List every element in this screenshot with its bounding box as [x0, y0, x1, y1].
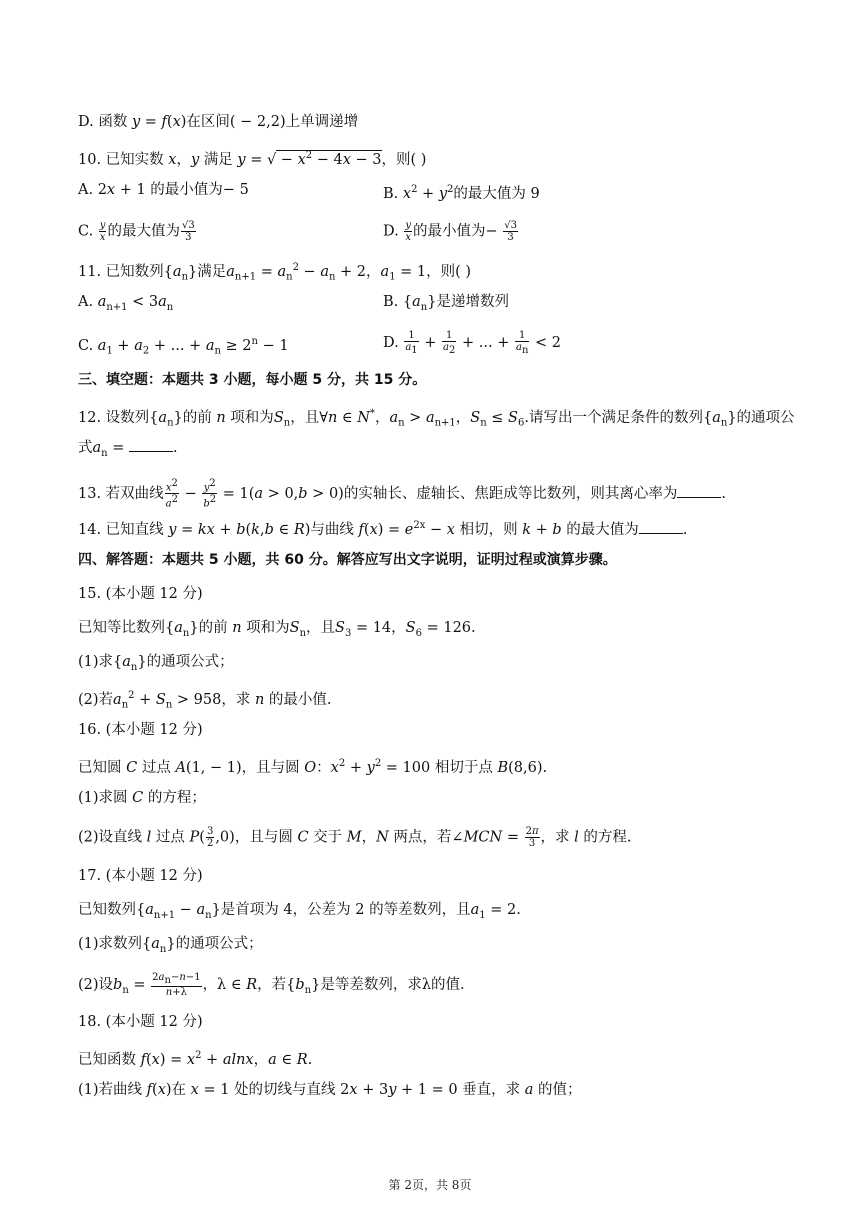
- q10-option-c: C. $\frac{y}{x}$ 的最大值为 $\frac{√3}{3}$: [78, 220, 195, 243]
- section-header-fill-in: 三、填空题：本题共 3 小题，每小题 5 分，共 15 分。: [78, 372, 427, 388]
- question-17-part1: (1)求数列$\{a_n\}$的通项公式；: [78, 936, 263, 955]
- q10-option-b: B. $x^2 + y^2$的最大值为 9: [383, 184, 540, 202]
- question-16-stem: 已知圆 C 过点 A(1, − 1)，且与圆 O：$x^2 + y^2 = 100$ 相切于点 B(8,6).: [78, 758, 548, 776]
- question-16-part1: (1)求圆 C 的方程；: [78, 790, 206, 806]
- question-15-part1: (1)求$\{a_n\}$的通项公式；: [78, 654, 234, 673]
- question-13: 13. 若双曲线 $\frac{x^2}{a^2}$ − $\frac{y^2}{b^2}$ = 1(a > 0,b > 0)的实轴长、虚轴长、焦距成等比数列，则其离心率为 .: [78, 478, 726, 510]
- question-15-title: 15. (本小题 12 分): [78, 586, 203, 602]
- page-footer: 第 2页，共 8页: [388, 1178, 472, 1192]
- question-17-stem: 已知数列$\{a_{n+1} - a_n\}$是首项为 4，公差为 2 的等差数列，且$a_1 = 2$.: [78, 902, 521, 921]
- q11-option-b: B. $\{a_n\}$是递增数列: [383, 294, 509, 313]
- question-16-part2: (2)设直线 l 过点 P( $\frac{3}{2}$ ,0)，且与圆 C 交于 M，N 两点，若∠MCN = $\frac{2\pi}{3}$ ，求 l 的方程.: [78, 826, 632, 849]
- question-11: 11. 已知数列$\{a_n\}$满足$a_{n+1} = a_n^2 - a_n + 2$，$a_1 = 1$，则( ): [78, 262, 472, 283]
- question-12-cont: 式$a_n$ = .: [78, 440, 178, 459]
- q11-option-d: D. $\frac{1}{a_1}$ + $\frac{1}{a_2}$ + ... + $\frac{1}{a_n}$ < 2: [383, 330, 561, 356]
- q11-option-a: A. $a_{n+1} < 3a_n$: [78, 294, 174, 313]
- question-15-part2: (2)若$a_n^2 + S_n > 958$，求 n 的最小值.: [78, 690, 332, 711]
- q10-option-a: A. 2x + 1 的最小值为− 5: [78, 182, 249, 198]
- question-18-title: 18. (本小题 12 分): [78, 1014, 203, 1030]
- question-17-part2: (2)设$b_n$ = $\frac{2a_n-n-1}{n+\lambda}$ ，λ ∈ R，若$\{b_n\}$是等差数列，求λ的值.: [78, 972, 465, 998]
- question-18-part1: (1)若曲线 f(x)在 x = 1 处的切线与直线 2x + 3y + 1 = 0 垂直，求 a 的值；: [78, 1082, 582, 1098]
- question-10: 10. 已知实数 x，y 满足 y = √ − $x^2 - 4x - 3$，则( ): [78, 150, 427, 168]
- question-18-stem: 已知函数 $f(x) = x^2 + alnx$，a ∈ R.: [78, 1050, 313, 1068]
- line-option-d-q9: D. 函数 y = f(x)在区间( − 2,2)上单调递增: [78, 114, 359, 130]
- question-16-title: 16. (本小题 12 分): [78, 722, 203, 738]
- question-12: 12. 设数列$\{a_n\}$的前 n 项和为$S_n$，且∀n ∈ N*，$a_n > a_{n+1}$，$S_n \le S_6$.请写出一个满足条件的数列$\{a_n\}$的通项公: [78, 408, 795, 429]
- question-17-title: 17. (本小题 12 分): [78, 868, 203, 884]
- q11-option-c: C. $a_1 + a_2$ + ... + $a_n \ge 2^n - 1$: [78, 336, 289, 357]
- question-14: 14. 已知直线 y = kx + b(k,b ∈ R)与曲线 $f(x) = e^{2x} - x$ 相切，则 k + b 的最大值为 .: [78, 520, 688, 538]
- q10-option-d: D. $\frac{y}{x}$ 的最小值为− $\frac{√3}{3}$: [383, 220, 517, 243]
- section-header-solutions: 四、解答题：本题共 5 小题，共 60 分。解答应写出文字说明，证明过程或演算步骤。: [78, 552, 617, 568]
- question-15-stem: 已知等比数列$\{a_n\}$的前 n 项和为$S_n$，且$S_3 = 14$，$S_6 = 126$.: [78, 620, 476, 639]
